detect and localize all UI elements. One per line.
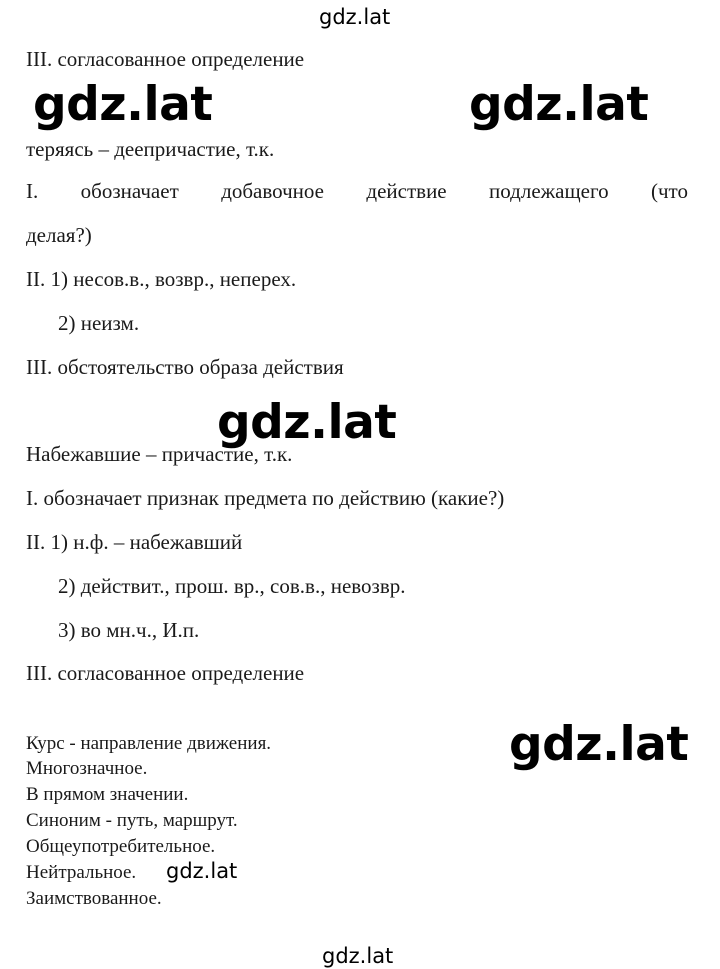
word: I.	[26, 179, 39, 203]
word: (что	[651, 179, 688, 203]
text-line: II. 1) н.ф. – набежавший	[26, 530, 243, 554]
text-line: II. 1) несов.в., возвр., неперех.	[26, 267, 297, 291]
text-line: В прямом значении.	[26, 784, 189, 805]
text-line: делая?)	[26, 223, 92, 247]
text-line: III. согласованное определение	[26, 47, 305, 71]
text-line: 2) действит., прош. вр., сов.в., невозвр.	[58, 574, 406, 598]
watermark-inline: gdz.lat	[166, 859, 238, 883]
text-line: III. согласованное определение	[26, 661, 305, 685]
text-line: 3) во мн.ч., И.п.	[58, 618, 200, 642]
word: обозначает	[80, 179, 179, 203]
word: действие	[366, 179, 447, 203]
text-line: III. обстоятельство образа действия	[26, 355, 344, 379]
text-line: Синоним - путь, маршрут.	[26, 810, 238, 831]
text-line: 2) неизм.	[58, 311, 140, 335]
text-line: I. обозначает признак предмета по действию (какие?)	[26, 486, 505, 510]
word: подлежащего	[489, 179, 609, 203]
text-line: Многозначное.	[26, 758, 148, 779]
watermark-large: gdz.lat	[217, 395, 397, 450]
text-line: Заимствованное.	[26, 888, 162, 909]
watermark-bottom: gdz.lat	[322, 944, 394, 968]
watermark-large: gdz.lat	[33, 77, 213, 132]
watermark-top: gdz.lat	[319, 5, 391, 29]
section-heading: Набежавшие – причастие, т.к.	[26, 442, 293, 466]
section-heading: теряясь – деепричастие, т.к.	[26, 137, 275, 161]
text-line: Нейтральное.	[26, 862, 137, 883]
watermark-large: gdz.lat	[509, 717, 689, 772]
word: добавочное	[221, 179, 324, 203]
text-line: Общеупотребительное.	[26, 836, 216, 857]
watermark-large: gdz.lat	[469, 77, 649, 132]
text-line: Курс - направление движения.	[26, 733, 272, 754]
justified-line	[26, 178, 688, 204]
